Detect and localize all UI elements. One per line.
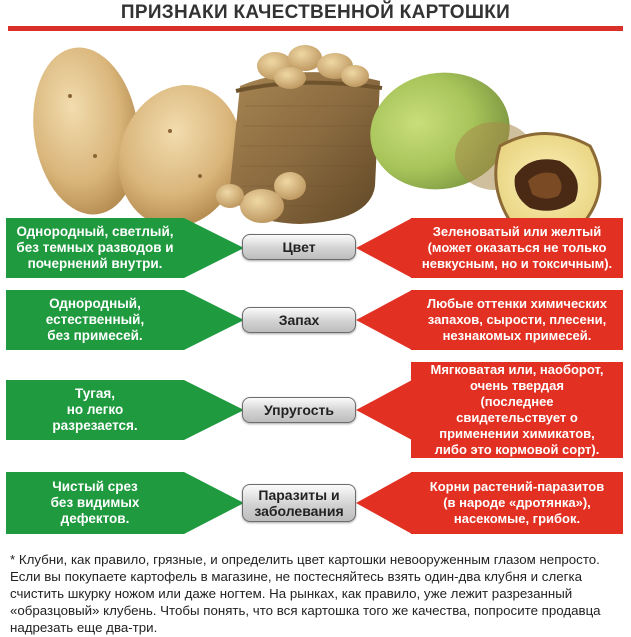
category-smell: Запах [242, 307, 356, 333]
good-arrow-parasites [184, 472, 244, 534]
title-rule [8, 26, 623, 31]
category-firmness: Упругость [242, 397, 356, 423]
potato-illustrations [0, 36, 631, 236]
good-sign-firmness: Тугая, но легко разрезается. [6, 380, 184, 440]
good-arrow-color [184, 218, 244, 278]
spoiled-potato-image [361, 62, 600, 229]
bad-arrow-smell [356, 290, 412, 350]
row-firmness [0, 362, 631, 458]
good-arrow-firmness [184, 380, 244, 440]
category-color: Цвет [242, 234, 356, 260]
good-sign-parasites: Чистый срез без видимых дефектов. [6, 472, 184, 534]
bad-arrow-color [356, 218, 412, 278]
category-parasites: Паразиты и заболевания [242, 484, 356, 522]
footnote: * Клубни, как правило, грязные, и определить цвет картошки невооруженным глазом непросто. Если вы покупаете картофель в магазине, не постесняйтесь взять один-два клубня и слегка счистить шкурку ножом или даже ногтем. На рынках, как правило, уже лежит разрезанный «образцовый» клубень. Чтобы понять, что вся картошка того же качества, попросите продавца надрезать еще два-три. [10, 552, 601, 635]
bad-sign-firmness: Мягковатая или, наоборот, очень твердая (последнее свидетельствует о применении химикатов, либо это кормовой сорт). [411, 362, 623, 458]
potato-sack-image [216, 45, 382, 224]
bad-sign-color: Зеленоватый или желтый (может оказаться не только невкусным, но и токсичным). [411, 218, 623, 278]
page-title: ПРИЗНАКИ КАЧЕСТВЕННОЙ КАРТОШКИ [109, 2, 522, 24]
row-parasites [0, 472, 631, 534]
good-arrow-smell [184, 290, 244, 350]
bad-arrow-firmness [356, 380, 412, 440]
good-sign-smell: Однородный, естественный, без примесей. [6, 290, 184, 350]
bad-arrow-parasites [356, 472, 412, 534]
row-color [0, 218, 631, 278]
row-smell [0, 290, 631, 350]
bad-sign-smell: Любые оттенки химических запахов, сырости, плесени, незнакомых примесей. [411, 290, 623, 350]
good-sign-color: Однородный, светлый, без темных разводов и почернений внутри. [6, 218, 184, 278]
title-bar [0, 0, 631, 36]
bad-sign-parasites: Корни растений-паразитов (в народе «дротянка»), насекомые, грибок. [411, 472, 623, 534]
